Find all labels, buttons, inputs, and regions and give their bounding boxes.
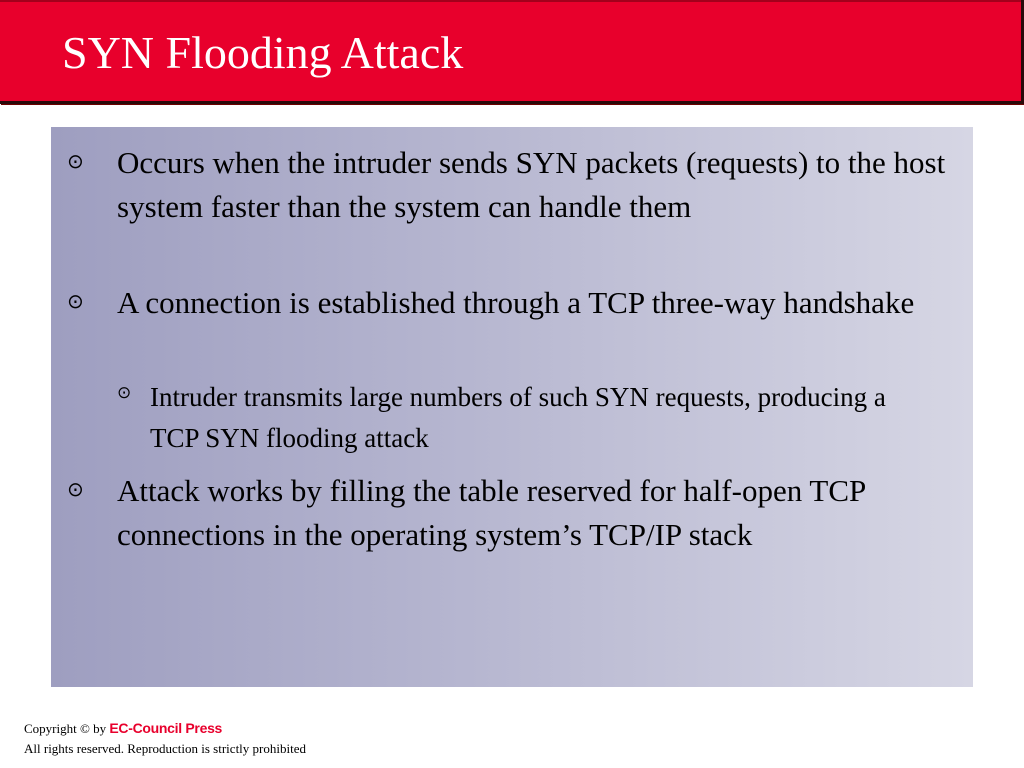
circled-dot-icon: ⊙ xyxy=(67,149,84,173)
content-box xyxy=(51,127,973,687)
bullet-item xyxy=(67,469,947,557)
sub-bullet-text: Intruder transmits large numbers of such SYN requests, producing a TCP SYN flooding attack xyxy=(150,382,886,453)
publisher-name: EC-Council Press xyxy=(109,720,223,736)
title-bar xyxy=(0,0,1024,104)
copyright-prefix: Copyright © by xyxy=(24,721,107,736)
title-bar-top-line xyxy=(0,0,1021,2)
footer xyxy=(24,718,306,759)
rights-line: All rights reserved. Reproduction is strictly prohibited xyxy=(24,741,306,756)
circled-dot-icon: ⊙ xyxy=(67,289,84,313)
bullet-item xyxy=(67,281,967,325)
copyright-line xyxy=(24,718,306,739)
circled-dot-icon: ⊙ xyxy=(67,477,84,501)
slide-title: SYN Flooding Attack xyxy=(62,27,464,78)
circled-dot-icon: ⊙ xyxy=(117,383,132,403)
bullet-text: Occurs when the intruder sends SYN packets (requests) to the host system faster than the system can handle them xyxy=(117,145,946,224)
bullet-item xyxy=(67,141,947,229)
bullet-text: Attack works by filling the table reserved for half-open TCP connections in the operating system’s TCP/IP stack xyxy=(117,473,866,552)
sub-bullet-item xyxy=(117,377,917,459)
bullet-text: A connection is established through a TCP three-way handshake xyxy=(117,285,915,320)
